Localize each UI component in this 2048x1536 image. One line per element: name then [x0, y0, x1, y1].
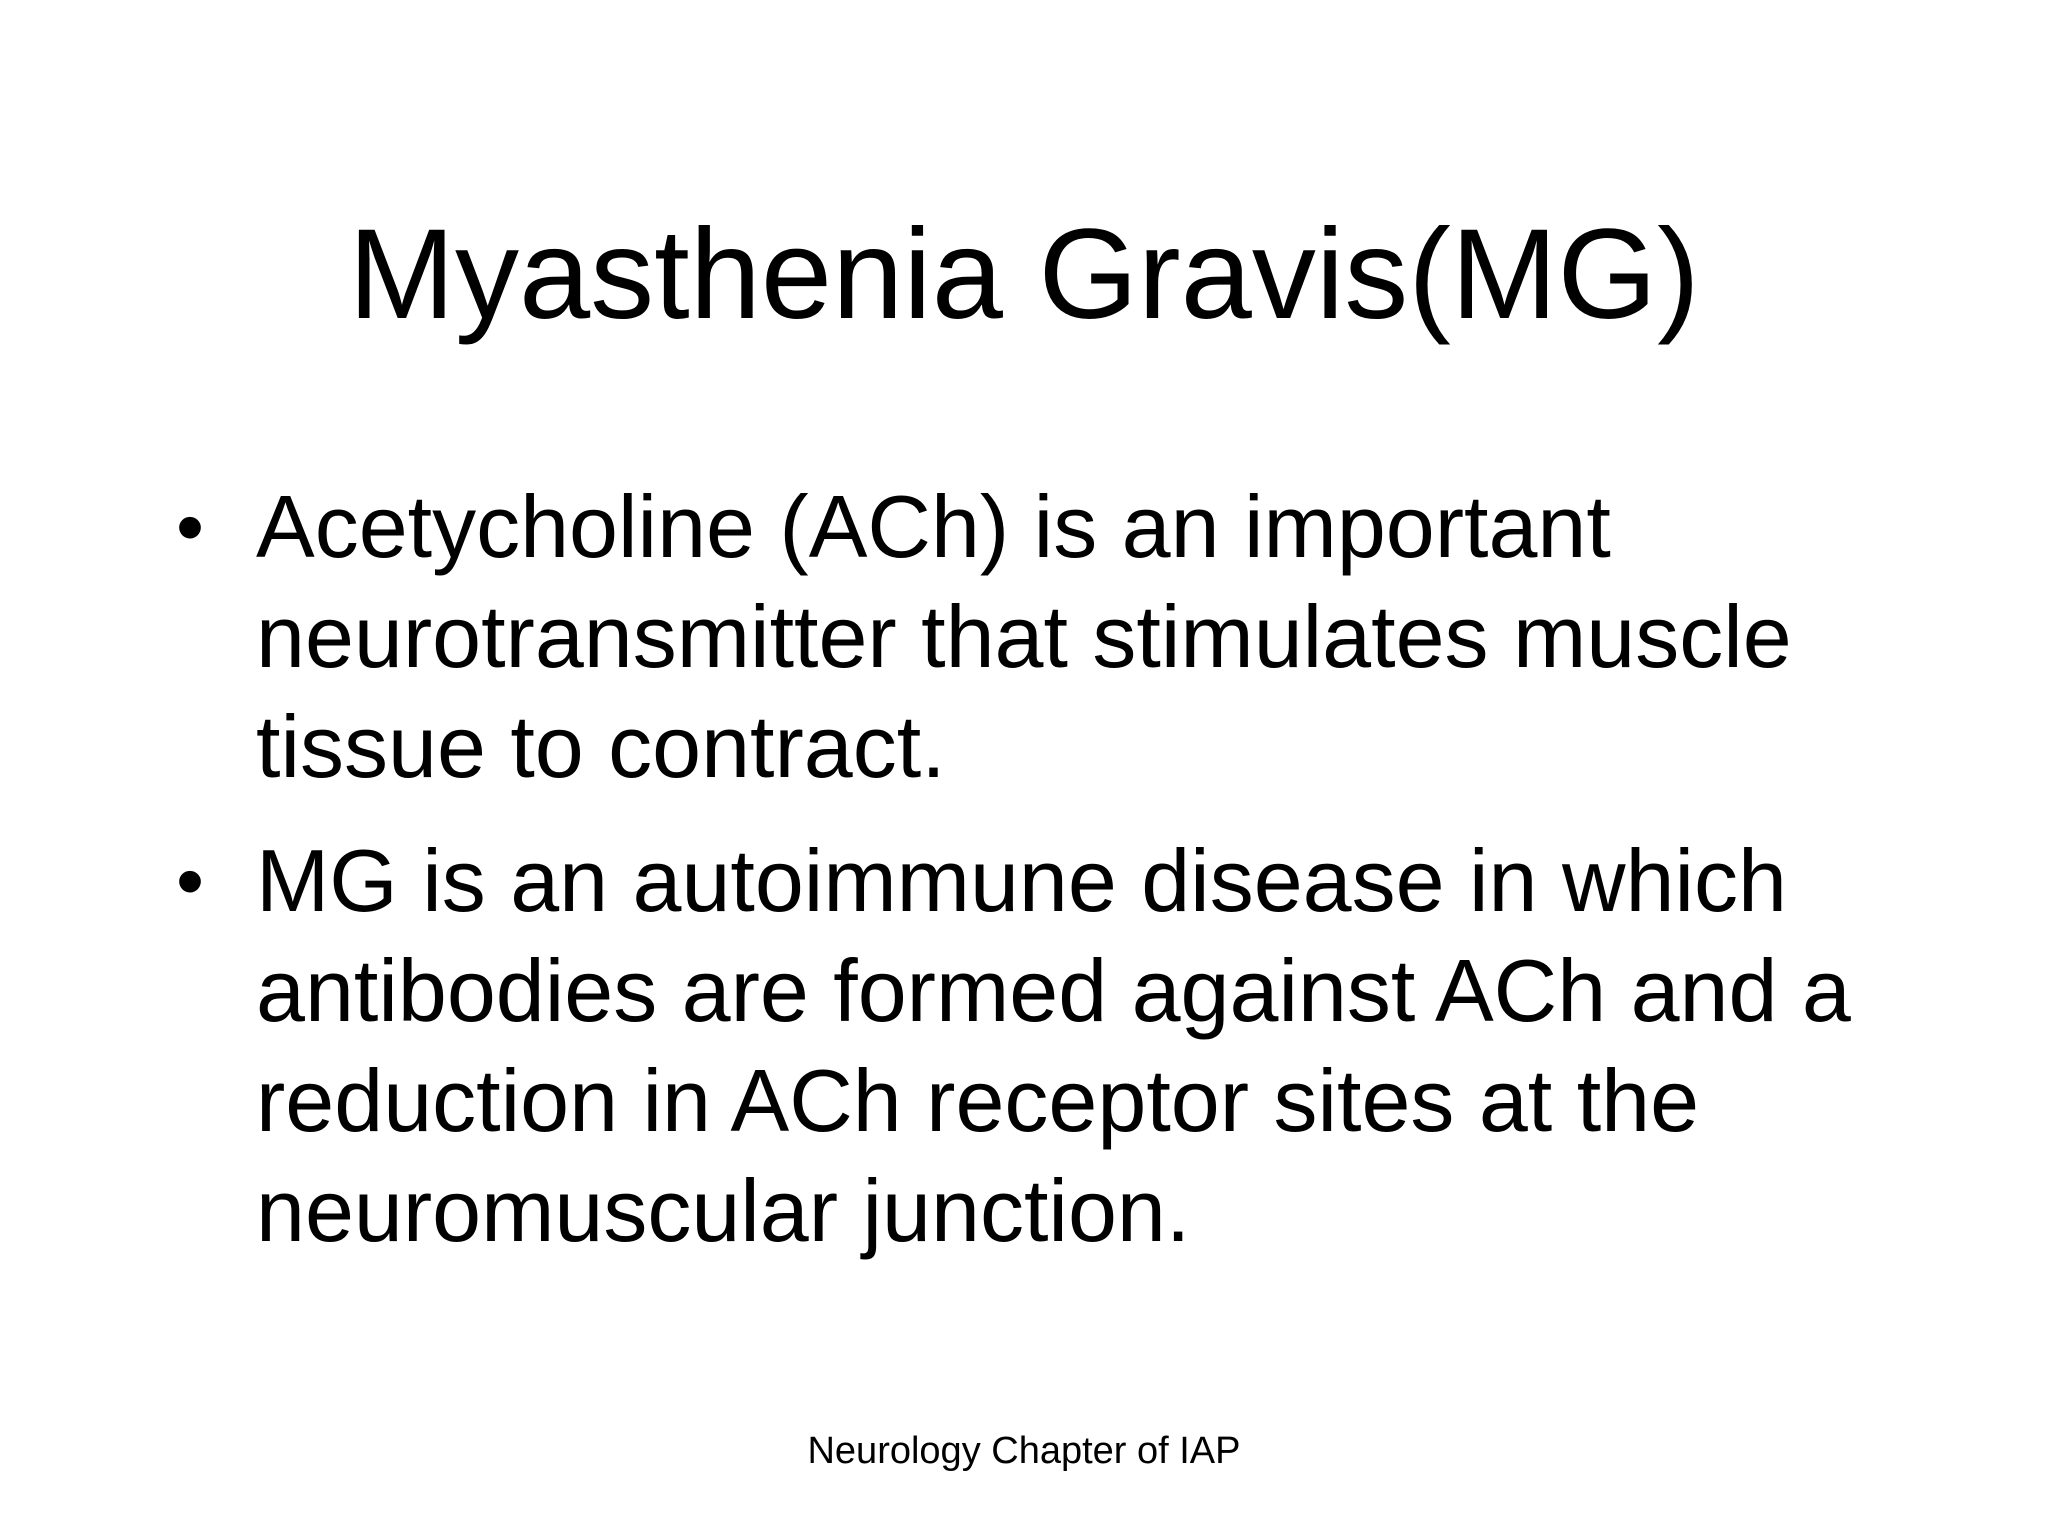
slide-title: Myasthenia Gravis(MG)	[348, 203, 1700, 346]
bullet-item	[170, 826, 1890, 1266]
bullet-dot-icon: •	[176, 836, 205, 925]
bullet-list	[170, 472, 1890, 1266]
bullet-item	[170, 472, 1890, 802]
bullet-text: MG is an autoimmune disease in which antibodies are formed against ACh and a reduction in ACh receptor sites at the neuromuscular junction.	[256, 831, 1851, 1260]
bullet-text: Acetycholine (ACh) is an important neurotransmitter that stimulates muscle tissue to contract.	[256, 477, 1792, 796]
slide-footer: Neurology Chapter of IAP	[807, 1430, 1241, 1472]
bullet-dot-icon: •	[176, 482, 205, 571]
